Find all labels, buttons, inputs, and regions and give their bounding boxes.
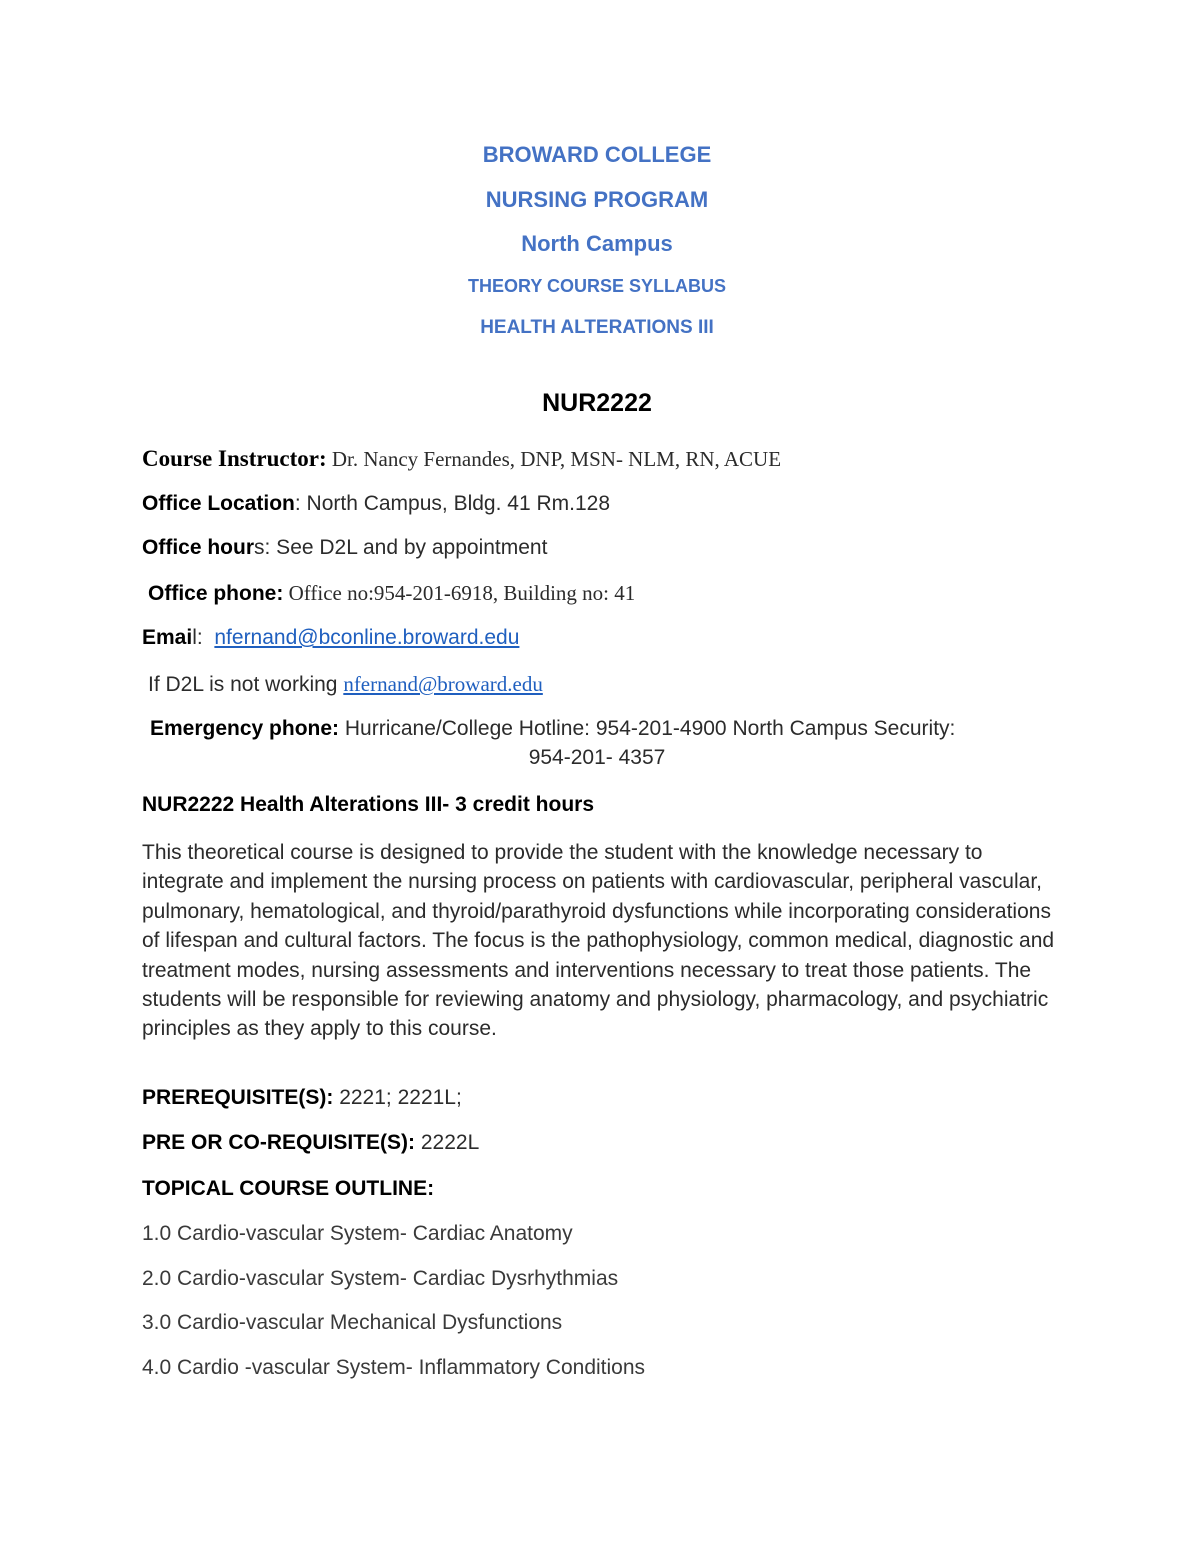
document-type: THEORY COURSE SYLLABUS <box>467 276 727 296</box>
email-label: Emai <box>142 626 193 649</box>
office-hours-line <box>142 536 547 560</box>
office-phone-label: Office phone: <box>148 582 284 605</box>
instructor-colon: : <box>318 446 327 471</box>
office-hours-value: s: See D2L and by appointment <box>254 536 548 559</box>
corequisite-label: PRE OR CO-REQUISITE(S): <box>142 1131 416 1154</box>
office-phone-value: Office no:954-201-6918, Building no: 41 <box>283 581 636 605</box>
outline-topic: 2.0 Cardio-vascular System- Cardiac Dysrhythmias <box>142 1267 619 1290</box>
instructor-value: Dr. Nancy Fernandes, DNP, MSN- NLM, RN, ACUE <box>326 447 782 471</box>
email-link[interactable]: nfernand@bconline.broward.edu <box>214 626 520 649</box>
emergency-phone-label: Emergency phone: <box>150 717 340 740</box>
program-name: NURSING PROGRAM <box>485 187 709 212</box>
office-location-line <box>142 492 610 516</box>
email-separator: l: <box>192 626 215 649</box>
prerequisite-value: 2221; 2221L; <box>333 1086 462 1109</box>
office-location-label: Office Location <box>142 492 295 515</box>
corequisite-line <box>142 1131 479 1155</box>
emergency-phone-security-number: 954-201- 4357 <box>528 746 666 769</box>
email-line <box>142 626 519 650</box>
college-name: BROWARD COLLEGE <box>482 142 712 167</box>
course-code: NUR2222 <box>542 389 652 417</box>
d2l-fallback-line <box>148 672 543 697</box>
d2l-fallback-text: If D2L is not working <box>148 673 344 696</box>
office-location-value: : North Campus, Bldg. 41 Rm.128 <box>294 492 611 515</box>
d2l-fallback-email-link[interactable]: nfernand@broward.edu <box>343 672 543 696</box>
outline-topic: 1.0 Cardio-vascular System- Cardiac Anatomy <box>142 1222 573 1245</box>
prerequisite-label: PREREQUISITE(S): <box>142 1086 334 1109</box>
office-hours-label: Office hour <box>142 536 255 559</box>
outline-topic: 4.0 Cardio -vascular System- Inflammatory Conditions <box>142 1356 646 1379</box>
emergency-phone-value: Hurricane/College Hotline: 954-201-4900 North Campus Security: <box>339 717 956 740</box>
topical-outline-heading: TOPICAL COURSE OUTLINE: <box>142 1177 435 1200</box>
prerequisite-line <box>142 1086 462 1110</box>
emergency-phone-line <box>150 717 955 741</box>
instructor-line <box>142 446 781 472</box>
instructor-label: Course Instructor <box>142 446 319 471</box>
course-name-heading: HEALTH ALTERATIONS III <box>480 317 714 338</box>
course-description: This theoretical course is designed to provide the student with the knowledge necessary to integrate and implement the nursing process on patients with cardiovascular, peripheral vascular, pulmonary, hematological, and thyroid/parathyroid dysfunctions while incorporating considerations of lifespan and cultural factors. The focus is the pathophysiology, common medical, diagnostic and treatment modes, nursing assessments and interventions necessary to treat those patients. The students will be responsible for reviewing anatomy and physiology, pharmacology, and psychiatric principles as they apply to this course. <box>142 841 1055 1041</box>
corequisite-value: 2222L <box>415 1131 480 1154</box>
campus-name: North Campus <box>521 231 673 256</box>
outline-topic: 3.0 Cardio-vascular Mechanical Dysfunctions <box>142 1311 563 1334</box>
office-phone-line <box>148 581 635 606</box>
course-title: NUR2222 Health Alterations III- 3 credit hours <box>142 793 595 816</box>
